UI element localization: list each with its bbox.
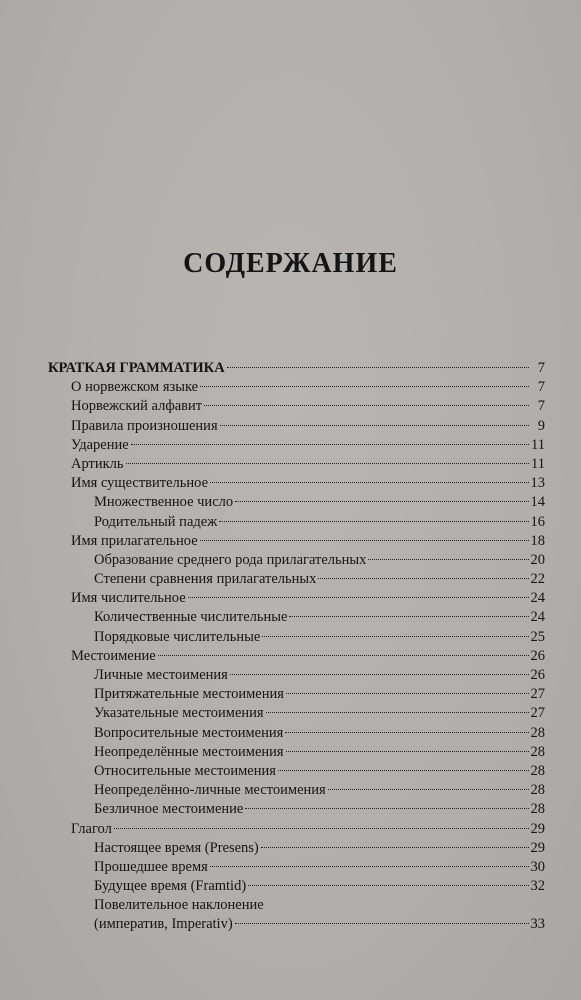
- toc-entry-page-number: 7: [537, 360, 545, 376]
- toc-entry: [48, 359, 545, 378]
- toc-entry: [48, 685, 545, 704]
- toc-entry-label: Притяжательные местоимения: [94, 686, 284, 703]
- toc-entry-page-number: 28: [530, 743, 545, 760]
- toc-entry-page-number: 14: [530, 494, 545, 511]
- dot-leader: [261, 847, 529, 848]
- toc-entry-page-number: 32: [530, 878, 545, 895]
- toc-entry: [48, 589, 545, 608]
- toc-entry: [48, 493, 545, 512]
- toc-entry-label: Прошедшее время: [94, 858, 208, 875]
- toc-entry: [48, 551, 545, 570]
- toc-entry-label: Указательные местоимения: [94, 705, 264, 722]
- toc-entry: [48, 378, 545, 397]
- toc-entry-page-number: 27: [530, 705, 545, 722]
- toc-entry-label: Глагол: [71, 820, 112, 837]
- toc-entry: [48, 532, 545, 551]
- toc-entry-page-number: 11: [531, 455, 545, 472]
- toc-entry-label: Множественное число: [94, 494, 234, 511]
- toc-entry: [48, 397, 545, 416]
- toc-entry-label: Образование среднего рода прилагательных: [94, 551, 367, 568]
- toc-entry-page-number: 28: [530, 724, 545, 741]
- toc-entry-label: Личные местоимения: [94, 667, 228, 683]
- dot-leader: [126, 463, 529, 464]
- toc-entry-page-number: 9: [537, 417, 545, 434]
- toc-entry-page-number: 24: [530, 609, 545, 626]
- dot-leader: [227, 367, 529, 368]
- toc-entry: [48, 839, 545, 858]
- toc-entry-label: Относительные местоимения: [94, 762, 276, 779]
- toc-entry-page-number: 24: [530, 590, 545, 607]
- toc-entry: [48, 724, 545, 743]
- dot-leader: [286, 693, 529, 694]
- toc-entry-label: Местоимение: [71, 647, 156, 664]
- toc-entry-page-number: 20: [530, 551, 545, 568]
- dot-leader: [278, 770, 529, 771]
- toc-entry-label: Порядковые числительные: [94, 628, 261, 645]
- toc-entry-label: Имя прилагательное: [71, 532, 198, 549]
- page-title: СОДЕРЖАНИЕ: [183, 248, 398, 279]
- toc-entry-label: Безличное местоимение: [94, 801, 244, 818]
- dot-leader: [318, 578, 528, 579]
- dot-leader: [114, 828, 529, 829]
- toc-entry-page-number: 22: [530, 571, 545, 588]
- dot-leader: [289, 616, 528, 617]
- toc-entry-page-number: 28: [530, 801, 545, 818]
- toc-entry: [48, 820, 545, 839]
- toc-entry: [48, 628, 545, 647]
- dot-leader: [220, 425, 529, 426]
- toc-entry-label: Имя существительное: [71, 475, 209, 492]
- toc-entry-label: Количественные числительные: [94, 609, 288, 626]
- dot-leader: [200, 386, 529, 387]
- toc-entry-label: Настоящее время (Presens): [94, 839, 259, 856]
- toc-entry-label-continued: (императив, Imperativ): [94, 916, 233, 933]
- toc-entry-label: Ударение: [71, 436, 129, 453]
- toc-entry-label: Вопросительные местоимения: [94, 724, 284, 741]
- toc-entry-label: Степени сравнения прилагательных: [94, 571, 317, 588]
- toc-entry: [48, 436, 545, 455]
- toc-entry: [48, 877, 545, 896]
- dot-leader: [368, 559, 528, 560]
- dot-leader: [235, 501, 528, 502]
- toc-entry-page-number: 16: [530, 513, 545, 530]
- toc-entry: [48, 608, 545, 627]
- toc-entry: [48, 800, 545, 819]
- dot-leader: [248, 885, 528, 886]
- dot-leader: [204, 405, 529, 406]
- toc-entry: [48, 896, 545, 934]
- toc-entry-label: КРАТКАЯ ГРАММАТИКА: [48, 360, 225, 376]
- toc-entry: [48, 858, 545, 877]
- toc-entry-label: Неопределённо-личные местоимения: [94, 782, 326, 799]
- toc-entry-label: О норвежском языке: [71, 379, 199, 396]
- toc-entry-label: Неопределённые местоимения: [94, 743, 284, 760]
- dot-leader: [266, 712, 529, 713]
- toc-entry-page-number: 27: [530, 686, 545, 703]
- dot-leader: [131, 444, 529, 445]
- dot-leader: [262, 636, 528, 637]
- toc-entry: [48, 455, 545, 474]
- toc-entry-page-number: 25: [530, 628, 545, 645]
- dot-leader: [328, 789, 529, 790]
- toc-entry-page-number: 26: [530, 647, 545, 664]
- toc-entry: [48, 743, 545, 762]
- toc-entry: [48, 513, 545, 532]
- toc-entry: [48, 647, 545, 666]
- toc-entry-page-number: 7: [537, 398, 545, 415]
- toc-entry-page-number: 33: [530, 916, 545, 933]
- dot-leader: [245, 808, 528, 809]
- toc-entry: [48, 417, 545, 436]
- dot-leader: [188, 597, 529, 598]
- toc-entry-page-number: 11: [531, 436, 545, 453]
- dot-leader: [200, 540, 529, 541]
- dot-leader: [210, 866, 529, 867]
- toc-entry-page-number: 26: [530, 667, 545, 683]
- toc-entry-label: Артикль: [71, 455, 124, 472]
- dot-leader: [235, 923, 529, 924]
- toc-entry: [48, 762, 545, 781]
- toc-entry: [48, 474, 545, 493]
- toc-entry-label: Правила произношения: [71, 417, 218, 434]
- toc-entry-page-number: 29: [530, 839, 545, 856]
- dot-leader: [285, 732, 528, 733]
- toc-entry: [48, 570, 545, 589]
- toc-entry-label: Имя числительное: [71, 590, 186, 607]
- toc-entry-page-number: 18: [530, 532, 545, 549]
- toc-entry-page-number: 28: [530, 782, 545, 799]
- toc-entry-page-number: 30: [530, 858, 545, 875]
- toc-entry-page-number: 29: [530, 820, 545, 837]
- toc-entry: [48, 704, 545, 723]
- toc-entry-label: Будущее время (Framtid): [94, 878, 247, 895]
- dot-leader: [210, 482, 528, 483]
- table-of-contents: [48, 359, 545, 935]
- dot-leader: [158, 655, 529, 656]
- toc-entry: [48, 781, 545, 800]
- toc-entry-page-number: 28: [530, 762, 545, 779]
- dot-leader: [219, 521, 528, 522]
- toc-entry-page-number: 13: [530, 475, 545, 492]
- toc-entry: [48, 666, 545, 685]
- toc-entry-page-number: 7: [537, 379, 545, 396]
- dot-leader: [230, 674, 529, 675]
- toc-entry-label: Повелительное наклонение: [94, 897, 264, 914]
- toc-entry-label: Родительный падеж: [94, 513, 218, 530]
- dot-leader: [286, 751, 529, 752]
- toc-entry-label: Норвежский алфавит: [71, 398, 203, 415]
